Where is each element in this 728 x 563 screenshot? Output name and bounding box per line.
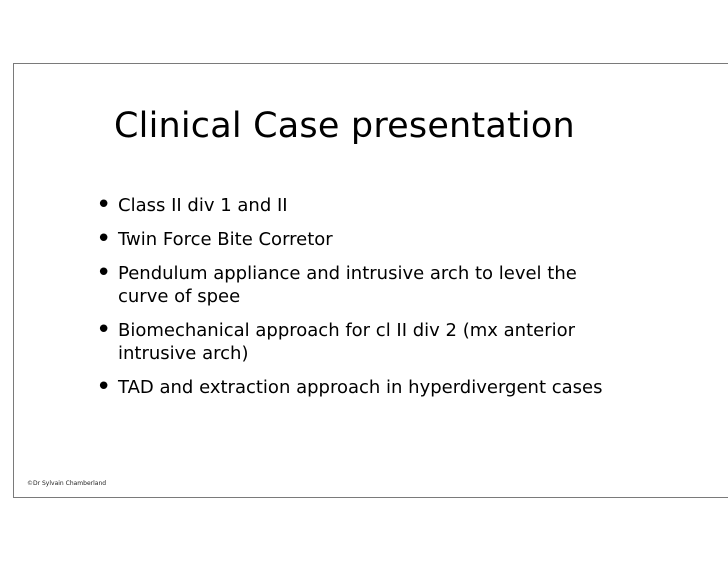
bullet-item (96, 258, 616, 308)
bullet-item (96, 224, 616, 254)
bullet-icon: • (96, 315, 112, 345)
bullet-text: TAD and extraction approach in hyperdivergent cases (118, 377, 603, 398)
bullet-icon: • (96, 190, 112, 220)
bullet-text: Twin Force Bite Corretor (118, 229, 333, 250)
bullet-text: Class II div 1 and II (118, 195, 288, 216)
bullet-item (96, 315, 616, 365)
bullet-item (96, 190, 616, 220)
slide (13, 63, 728, 498)
slide-title: Clinical Case presentation (114, 106, 575, 146)
bullet-icon: • (96, 224, 112, 254)
bullet-text: Biomechanical approach for cl II div 2 (mx anterior intrusive arch) (118, 320, 576, 364)
bullet-item (96, 372, 616, 402)
bullet-icon: • (96, 258, 112, 288)
bullet-list (96, 190, 616, 410)
bullet-icon: • (96, 372, 112, 402)
copyright-footer: ©Dr Sylvain Chamberland (27, 480, 107, 487)
bullet-text: Pendulum appliance and intrusive arch to level the curve of spee (118, 263, 577, 307)
